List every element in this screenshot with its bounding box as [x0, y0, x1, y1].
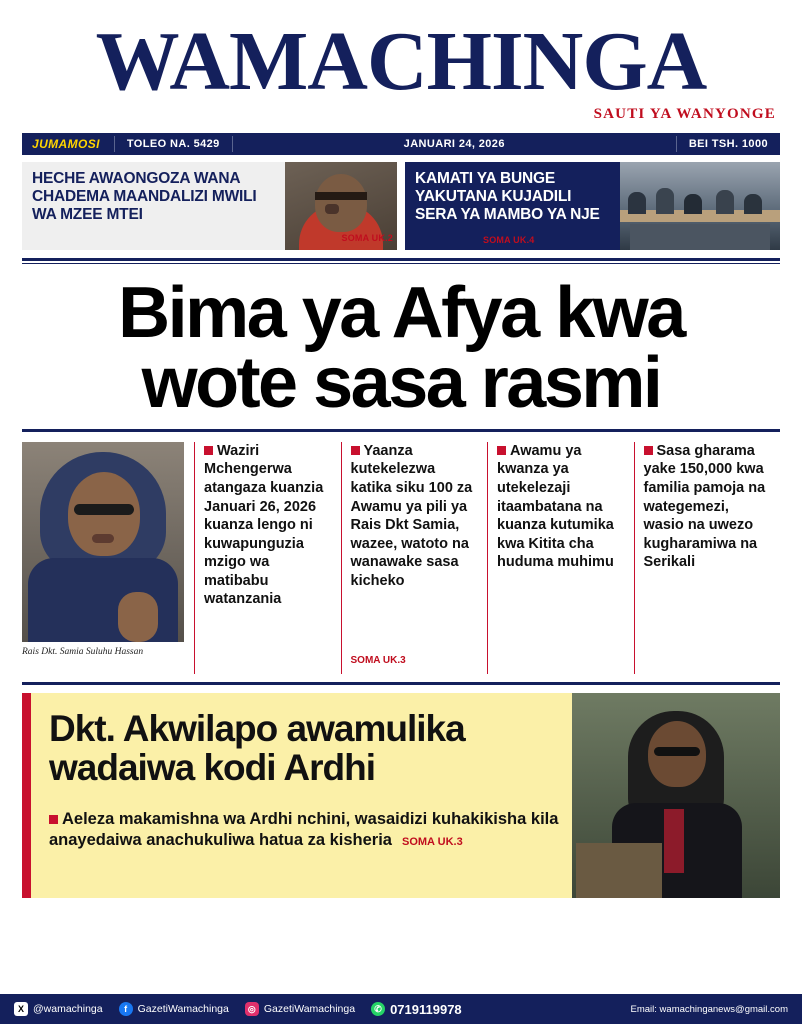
main-photo-column [22, 442, 194, 674]
info-day: JUMAMOSI [32, 136, 100, 151]
info-date: JANUARI 24, 2026 [403, 137, 505, 150]
bullet-square-icon [49, 815, 58, 824]
bottom-headline-line2: wadaiwa kodi Ardhi [49, 747, 376, 789]
main-headline [22, 272, 780, 424]
bullet-text-4: Sasa gharama yake 150,000 kwa familia pamoja na wategemezi, wasio na uwezo kugharamiwa na Serikali [643, 442, 766, 571]
footer-facebook-handle: GazetiWamachinga [137, 1003, 229, 1015]
bullet-column-1 [194, 442, 341, 674]
teaser-soma-1: SOMA UK.2 [341, 232, 393, 243]
bullet-text-2: Yaanza kutekelezwa katika siku 100 za Awamu ya pili ya Rais Dkt Samia, wazee, watoto na wanawake sasa kicheko [350, 442, 473, 589]
footer-twitter-handle: @wamachinga [33, 1003, 103, 1015]
top-teasers [22, 162, 780, 250]
teaser-photo-2 [620, 162, 780, 250]
bottom-soma: SOMA UK.3 [401, 835, 463, 848]
masthead-title: WAMACHINGA [95, 15, 707, 108]
footer-facebook[interactable] [119, 1002, 229, 1016]
main-headline-line2: wote sasa rasmi [141, 343, 661, 424]
divider-headline [22, 429, 780, 432]
masthead [22, 15, 780, 123]
whatsapp-icon: ✆ [371, 1002, 385, 1016]
bottom-story-text [31, 693, 572, 898]
bullet-column-2 [341, 442, 488, 674]
main-photo [22, 442, 184, 642]
teaser-headline: HECHE AWAONGOZA WANA CHADEMA MAANDALIZI MWILI WA MZEE MTEI [32, 169, 257, 223]
info-issue: TOLEO NA. 5429 [126, 137, 220, 150]
teaser-item-1[interactable] [22, 162, 397, 250]
footer-email[interactable]: Email: wamachinganews@gmail.com [630, 1003, 788, 1015]
info-price: BEI TSH. 1000 [688, 137, 768, 150]
main-headline-line1: Bima ya Afya kwa [118, 272, 684, 353]
bullet-text-3: Awamu ya kwanza ya utekelezaji itaambatana na kuanza kutumika kwa Kitita cha huduma muhimu [497, 442, 614, 571]
divider-bottom [22, 682, 780, 685]
footer-whatsapp[interactable] [371, 1002, 462, 1017]
twitter-x-icon: X [14, 1002, 28, 1016]
teaser-headline: KAMATI YA BUNGE YAKUTANA KUJADILI SERA YA MAMBO YA NJE [415, 169, 600, 223]
bullet-square-icon [497, 446, 506, 455]
footer-twitter[interactable] [14, 1002, 103, 1016]
teaser-soma-2: SOMA UK.4 [483, 234, 535, 245]
summary-row [22, 442, 780, 674]
main-photo-caption: Rais Dkt. Samia Suluhu Hassan [22, 646, 144, 657]
footer-contact-bar [0, 994, 802, 1024]
bottom-photo [572, 693, 780, 898]
bottom-story[interactable] [22, 693, 780, 898]
bottom-headline-line1: Dkt. Akwilapo awamulika [49, 707, 465, 749]
bullet-column-4 [634, 442, 781, 674]
divider-thick [22, 258, 780, 261]
bullet-columns [194, 442, 780, 674]
issue-info-bar [22, 133, 780, 155]
bottom-sub-text: Aeleza makamishna wa Ardhi nchini, wasaidizi kuhakikisha kila anayedaiwa anachukuliwa hatua za kisheria [49, 810, 559, 849]
footer-instagram-handle: GazetiWamachinga [263, 1003, 356, 1015]
bottom-headline [49, 709, 562, 787]
bullet-square-icon [644, 446, 653, 455]
masthead-slogan: SAUTI YA WANYONGE [593, 105, 776, 122]
bullet-text-1: Waziri Mchengerwa atangaza kuanzia Januari 26, 2026 kuanza lengo ni kuwapunguzia mzigo wa matibabu watanzania [204, 442, 324, 608]
facebook-icon: f [119, 1002, 133, 1016]
divider-thin [22, 263, 780, 264]
bullet-soma-2: SOMA UK.3 [350, 655, 406, 667]
bullet-square-icon [351, 446, 360, 455]
footer-phone: 0719119978 [390, 1001, 462, 1017]
instagram-icon: ◎ [245, 1002, 259, 1016]
teaser-item-2[interactable] [405, 162, 780, 250]
bullet-square-icon [204, 446, 213, 455]
footer-instagram[interactable] [245, 1002, 355, 1016]
bottom-subhead [49, 809, 562, 850]
bullet-column-3 [487, 442, 634, 674]
